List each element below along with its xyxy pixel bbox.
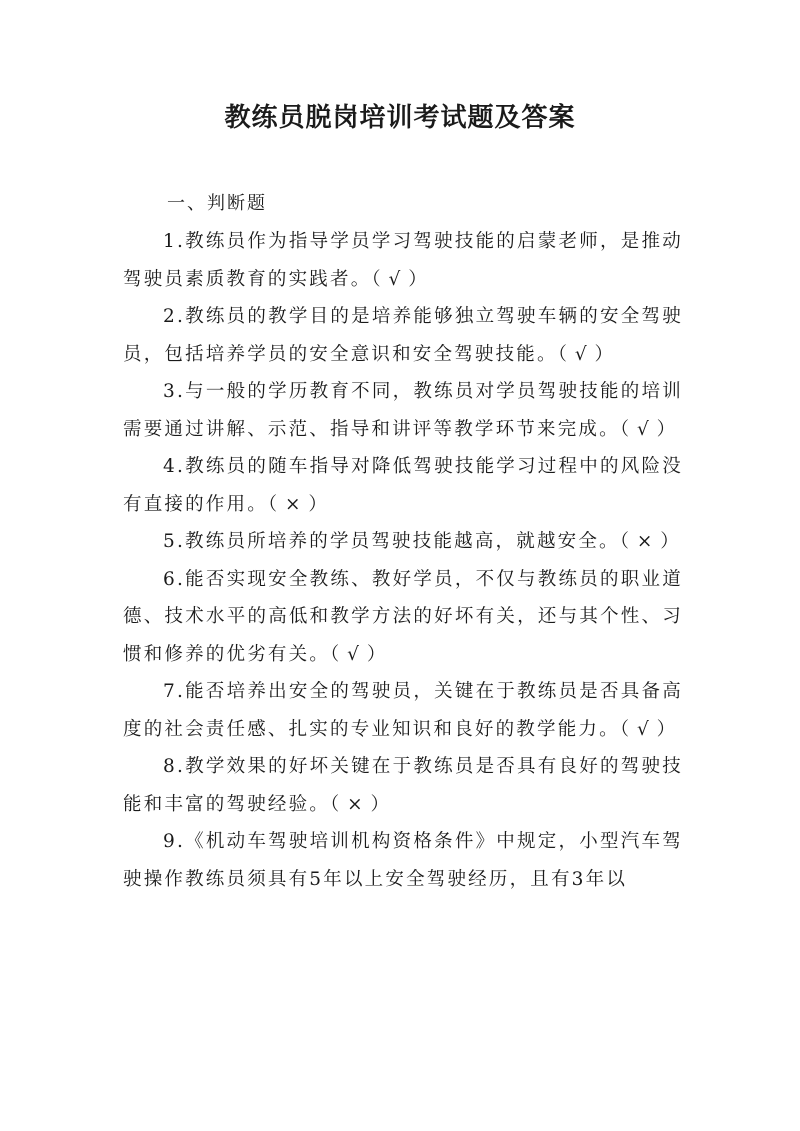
question-answer: （ × ） — [619, 531, 680, 552]
question-3 — [123, 373, 683, 448]
question-2 — [123, 298, 683, 373]
question-9 — [123, 823, 683, 898]
question-1 — [123, 223, 683, 298]
question-answer: （ √ ） — [619, 418, 677, 440]
section-heading: 一、判断题 — [167, 193, 267, 214]
question-text: 4.教练员的随车指导对降低驾驶技能学习过程中的风险没有直接的作用。 — [123, 456, 683, 515]
question-answer: （ × ） — [330, 793, 391, 815]
question-4 — [123, 448, 683, 523]
question-text: 7.能否培养出安全的驾驶员，关键在于教练员是否具备高度的社会责任感、扎实的专业知识和良好的教学能力。 — [123, 681, 683, 740]
question-answer: （ × ） — [267, 493, 328, 515]
question-text: 2.教练员的教学目的是培养能够独立驾驶车辆的安全驾驶员，包括培养学员的安全意识和安全驾驶技能。 — [123, 306, 683, 365]
question-7 — [123, 673, 683, 748]
question-text: 9.《机动车驾驶培训机构资格条件》中规定，小型汽车驾驶操作教练员须具有5年以上安全驾驶经历，且有3年以 — [123, 831, 683, 890]
question-6 — [123, 561, 683, 674]
document-title: 教练员脱岗培训考试题及答案 — [224, 103, 576, 133]
question-answer: （ √ ） — [619, 718, 677, 740]
question-answer: （ √ ） — [371, 268, 428, 290]
question-8 — [123, 748, 683, 823]
question-text: 8.教学效果的好坏关键在于教练员是否具有良好的驾驶技能和丰富的驾驶经验。 — [123, 756, 683, 815]
question-text: 5.教练员所培养的学员驾驶技能越高，就越安全。 — [163, 531, 620, 552]
document-body — [123, 185, 683, 898]
question-answer: （ √ ） — [330, 643, 387, 665]
question-answer: （ √ ） — [557, 343, 615, 365]
question-text: 6.能否实现安全教练、教好学员，不仅与教练员的职业道德、技术水平的高低和教学方法的好坏有关，还与其个性、习惯和修养的优劣有关。 — [123, 568, 683, 665]
question-5 — [123, 523, 683, 561]
question-text: 1.教练员作为指导学员学习驾驶技能的启蒙老师，是推动驾驶员素质教育的实践者。 — [123, 231, 683, 290]
question-text: 3.与一般的学历教育不同，教练员对学员驾驶技能的培训需要通过讲解、示范、指导和讲评等教学环节来完成。 — [123, 381, 683, 440]
